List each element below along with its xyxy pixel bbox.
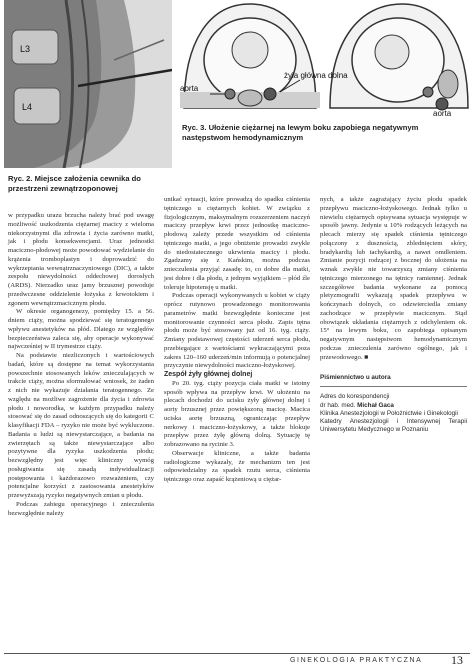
references-note: Piśmiennictwo u autora (320, 374, 391, 382)
label-aorta-right: aorta (433, 109, 452, 118)
correspondence-name: dr hab. med. Michał Gaca (320, 401, 394, 409)
paragraph: Podczas zabiegu operacyjnego i znieczulenia bezwzględnie należy (8, 500, 154, 517)
vertebra-l3 (12, 30, 58, 64)
supine-cross-section (180, 4, 320, 108)
figure-2-illustration (4, 0, 172, 168)
label-l4: L4 (22, 102, 33, 112)
correspondence-line: Klinika Anestezjologii w Położnictwie i Ginekologii (320, 409, 458, 417)
correspondence-line: Katedry Anestezjologii i Intensywnej Terapii Uniwersytetu Medycznego w Poznaniu (320, 418, 467, 434)
paragraph: Na podstawie niezliczonych i wartościowych badań, które są dostępne na temat wykorzystania powszechnie stosowanych leków znieczulających w trakcie ciąży, można sformułować wniosek, że żaden z nich nie wykazuje działania teratogennego. Ze względu na możliwe zagrożenie dla życia i zdrowia płodu i noworodka, w każdym przypadku należy stosować się do zasad odnoszących się do kategorii C klasyfikacji FDA – ryzyko nie może być wykluczone. Badania u ludzi są niewystarczające, a badania na zwierzętach są także niewystarczające albo pozytywne dla ryzyka uszkodzenia płodu; bezwzględny jest więc kliniczny wymóg posługiwania się zasadą indywidualizacji postępowania i każdorazowo rozważeniem, czy potencjalne korzyści z zastosowania anestetyków przewyższają ryzyko negatywnych zmian u płodu. (8, 352, 154, 499)
figure-3-caption: Ryc. 3. Ułożenie ciężarnej na lewym boku zapobiega negatywnym następstwom hemodynamicznym (182, 123, 419, 142)
paragraph: nych, a także zagrażający życiu płodu spadek przepływu maciczno-łożyskowego. Jednak tylko u niewielu ciężarnych opisywana sytuacja występuje w sposób jawny. Jedynie u 10% rodzących leżących na plecach mierzy się spadek ciśnienia tętniczego połączony z dusznością, zblednięciem skóry, bradykardią lub tachykardią, a nawet omdleniem. Zmianie pozycji rodzącej z bocznej do ułożenia na wznak zwykle nie towarzyszą zmiany ciśnienia tętniczego mierzonego na tętnicy ramiennej. Jednak szczegółowe badania wykonane za pomocą pletyzmografii wykazują spadek przepływu w kończynach dolnych, co odzwierciedla zmiany zachodzące w przepływie macicznym. Stąd obowiązek układania ciężarnych z odchyleniem ok. 15° na lewym boku, co zapobiega opisanym negatywnym następstwom hemodynamicznym podczas znieczulenia zarówno ogólnego, jak i przewodowego. ■ (320, 196, 467, 361)
left-lateral-cross-section (330, 4, 468, 110)
label-l3: L3 (20, 44, 31, 54)
label-aorta-left: aorta (180, 84, 199, 93)
paragraph: Obserwacje kliniczne, a także badania radiologiczne wykazały, że mechanizm ten jest odpowiedzialny za spadek rzutu serca, ciśnienia tętniczego oraz zapaść krążeniową u ciężar- (164, 449, 310, 483)
divider (320, 386, 467, 387)
column-3 (320, 196, 467, 434)
column-2 (164, 196, 310, 485)
section-heading: Zespół żyły głównej dolnej (164, 371, 253, 378)
footer-rule (4, 653, 470, 654)
page-number: 13 (451, 653, 463, 667)
paragraph: Podczas operacji wykonywanych u kobiet w ciąży oprócz rutynowo prowadzonego monitorowania parametrów matki bezwzględnie konieczne jest monitorowanie czynności serca płodu. Zapis tętna płodu może być stosowany już od 16. tyg. ciąży. Zmiany podstawowej częstości uderzeń serca płodu, przebiegające z wartościami wykraczającymi poza zakres 120–160 uderzeń/min informują o potencjalnej przyczynie niewydolności maciczno-łożyskowej. (164, 292, 310, 370)
paragraph: w przypadku urazu brzucha należy brać pod uwagę możliwość uszkodzenia ciężarnej macicy z wieloma niekorzystnymi dla zdrowia i życia zarówno matki, jak i płodu konsekwencjami. Uraz jednostki maciczno-płodowej może powodować wydzielanie do krążenia tromboplastyn i doprowadzić do wykrzepiania wewnątrznaczyniowego (DIC), a także zespołu niewydolności oddechowej dorosłych (ARDS). Nierzadko uraz jamy brzusznej powoduje przedwczesne oddzielenie łożyska z krwotokiem i zgonem wewnątrzmacicznym płodu. (8, 212, 154, 307)
label-vein: żyła główna dolna (284, 71, 348, 80)
column-1 (8, 212, 154, 518)
vertebra-l4 (14, 88, 60, 124)
correspondence-heading: Adres do korespondencji (320, 393, 390, 401)
paragraph: unikać sytuacji, które prowadzą do spadku ciśnienia tętniczego u ciężarnych kobiet. W związku z fizjologicznym, maksymalnym rozszerzeniem naczyń maciczy przepływ krwi przez jednostkę maciczno-płodową zależy przede wszystkim od ciśnienia tętniczego matki, a jego obniżenie prowadzi zwykle do niedostatecznego ukrwienia macicy i płodu. Zgadzamy się z Kańskim, można podczas znieczulenia przyjąć zasadę: to, co dobre dla matki, jest dobre i dla płodu, z jednym wyjątkiem – płód źle toleruje hipotensję u matki. (164, 196, 310, 291)
paragraph: Po 20. tyg. ciąży pozycja ciała matki w istotny sposób wpływa na przepływ krwi. W ułożeniu na plecach dochodzi do ucisku żyły głównej dolnej i aorty brzusznej przez powiększoną macicę. Macica uciska aortę brzuszną, ograniczając przepływ nerkowy i maciczno-łożyskowy, a także blokuje przepływ przez żyłę główną dolną. Sytuację tę zobrazowano na rycinie 3. (164, 379, 310, 448)
paragraph: W okresie organogenezy, pomiędzy 15. a 56. dniem ciąży, można spodziewać się teratogennego wpływu anestetyków na płód. Dlatego ze względów bezpieczeństwa zaleca się, aby operacje wykonywać najwcześniej w II trymestrze ciąży. (8, 308, 154, 351)
journal-title: GINEKOLOGIA PRAKTYCZNA (290, 657, 423, 664)
figure-3-illustration (180, 0, 470, 118)
figure-2-caption: Ryc. 2. Miejsce założenia cewnika do przestrzeni zewnątrzoponowej (8, 174, 141, 193)
